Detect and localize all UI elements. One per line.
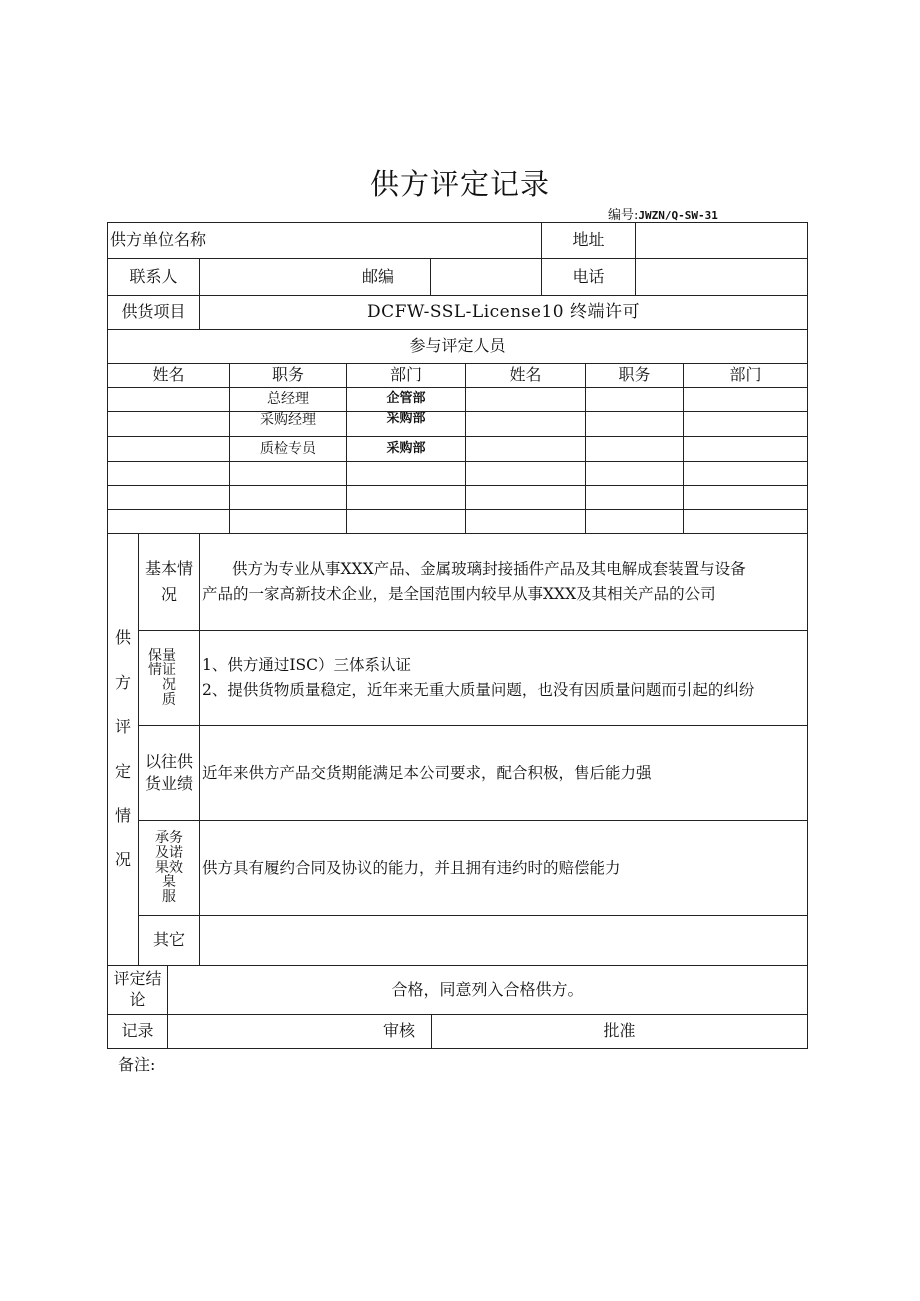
participant-cell [229, 461, 347, 486]
participant-cell [683, 485, 808, 510]
participant-cell [683, 509, 808, 534]
participant-cell [683, 461, 808, 486]
participant-department: 企管部 [346, 387, 466, 412]
participant-cell [585, 485, 684, 510]
supply-item-value: DCFW-SSL-License10 终端许可 [199, 295, 808, 330]
participant-cell [465, 509, 586, 534]
history-label-line: 货业绩 [144, 774, 193, 793]
participant-cell [465, 461, 586, 486]
postcode-label: 邮编 [199, 258, 431, 296]
column-position-1: 职务 [229, 363, 347, 388]
page-title: 供方评定记录 [369, 167, 550, 201]
supply-item-label: 供货项目 [107, 295, 200, 330]
participant-position: 采购经理 [229, 411, 347, 437]
column-department-2: 部门 [683, 363, 808, 388]
conclusion-label [107, 965, 168, 1015]
commitment-label [138, 820, 200, 916]
side-char: 供 [114, 628, 131, 648]
participant-cell [229, 485, 347, 510]
participant-cell [107, 509, 230, 534]
commit-label-line: 及诺 [155, 844, 183, 861]
basic-label-line: 况 [160, 585, 177, 604]
document-number-label: 编号: [608, 208, 639, 223]
participant-cell [107, 461, 230, 486]
basic-text-line: 供方为专业从事XXX产品、金属玻璃封接插件产品及其电解成套装置与设备 [232, 560, 746, 579]
basic-situation-label [138, 533, 200, 631]
column-position-2: 职务 [585, 363, 684, 388]
basic-situation-text [199, 533, 808, 631]
participant-cell [465, 411, 586, 437]
participant-cell [346, 485, 466, 510]
quality-text [199, 630, 808, 726]
participant-cell [465, 485, 586, 510]
conclusion-text: 合格，同意列入合格供方。 [167, 965, 808, 1015]
participant-cell [585, 509, 684, 534]
quality-label-line: 保量 [148, 647, 176, 664]
participant-cell [346, 461, 466, 486]
column-department-1: 部门 [346, 363, 466, 388]
participant-cell [465, 387, 586, 412]
commit-label-line: 承务 [155, 830, 183, 847]
document-number-code: JWZN/Q-SW-31 [638, 209, 718, 222]
approve-label: 批准 [431, 1014, 808, 1049]
conclusion-label-line: 评定结 [113, 969, 162, 989]
quality-label-line: 况 [162, 677, 176, 693]
other-text [199, 915, 808, 966]
participant-cell [465, 436, 586, 462]
evaluation-side-label [107, 533, 139, 966]
participant-cell [107, 411, 230, 437]
history-label-line: 以往供 [144, 752, 193, 772]
conclusion-label-line: 论 [129, 990, 146, 1009]
contact-label: 联系人 [107, 258, 200, 296]
document-number [608, 204, 718, 223]
commit-label-line: 服 [162, 889, 176, 906]
address-value [635, 222, 808, 259]
participant-cell [683, 436, 808, 462]
postcode-value [430, 258, 542, 296]
column-name-1: 姓名 [107, 363, 230, 388]
quality-label-line: 质 [162, 691, 176, 708]
participant-cell [346, 509, 466, 534]
participant-cell [683, 411, 808, 437]
side-char: 况 [114, 850, 131, 870]
side-char: 方 [114, 672, 131, 692]
other-label: 其它 [138, 915, 200, 966]
quality-label-line: 情证 [148, 662, 176, 679]
participant-cell [683, 387, 808, 412]
quality-text-line: 1、供方通过ISC）三体系认证 [202, 656, 411, 675]
participant-cell [229, 509, 347, 534]
record-label: 记录 [107, 1014, 168, 1049]
participant-cell [107, 436, 230, 462]
address-label: 地址 [541, 222, 636, 259]
supplier-name-label: 供方单位名称 [107, 222, 542, 259]
quality-text-line: 2、提供货物质量稳定，近年来无重大质量问题，也没有因质量问题而引起的纠纷 [202, 681, 755, 699]
participant-cell [585, 461, 684, 486]
basic-text-line: 产品的一家高新技术企业，是全国范围内较早从事XXX及其相关产品的公司 [202, 585, 716, 603]
participant-department: 采购部 [346, 436, 466, 462]
side-char: 情 [114, 805, 131, 825]
participant-cell [107, 485, 230, 510]
commit-label-line: 臬 [162, 874, 176, 891]
participant-department: 采购部 [346, 411, 466, 437]
phone-label: 电话 [541, 258, 636, 296]
review-label: 审核 [167, 1014, 432, 1049]
side-char: 定 [114, 761, 131, 781]
quality-label [138, 630, 200, 726]
participant-position: 总经理 [229, 387, 347, 412]
participant-cell [107, 387, 230, 412]
remarks-label: 备注: [118, 1055, 156, 1074]
history-text: 近年来供方产品交货期能满足本公司要求，配合积极，售后能力强 [199, 725, 808, 821]
side-char: 评 [114, 717, 131, 737]
participant-cell [585, 411, 684, 437]
history-label [138, 725, 200, 821]
participant-position: 质检专员 [229, 436, 347, 462]
column-name-2: 姓名 [465, 363, 586, 388]
participant-cell [585, 436, 684, 462]
phone-value [635, 258, 808, 296]
basic-label-line: 基本情 [144, 559, 193, 579]
participant-cell [585, 387, 684, 412]
commit-label-line: 果效 [155, 859, 183, 876]
commitment-text: 供方具有履约合同及协议的能力，并且拥有违约时的赔偿能力 [199, 820, 808, 916]
participants-section-label: 参与评定人员 [107, 329, 808, 364]
